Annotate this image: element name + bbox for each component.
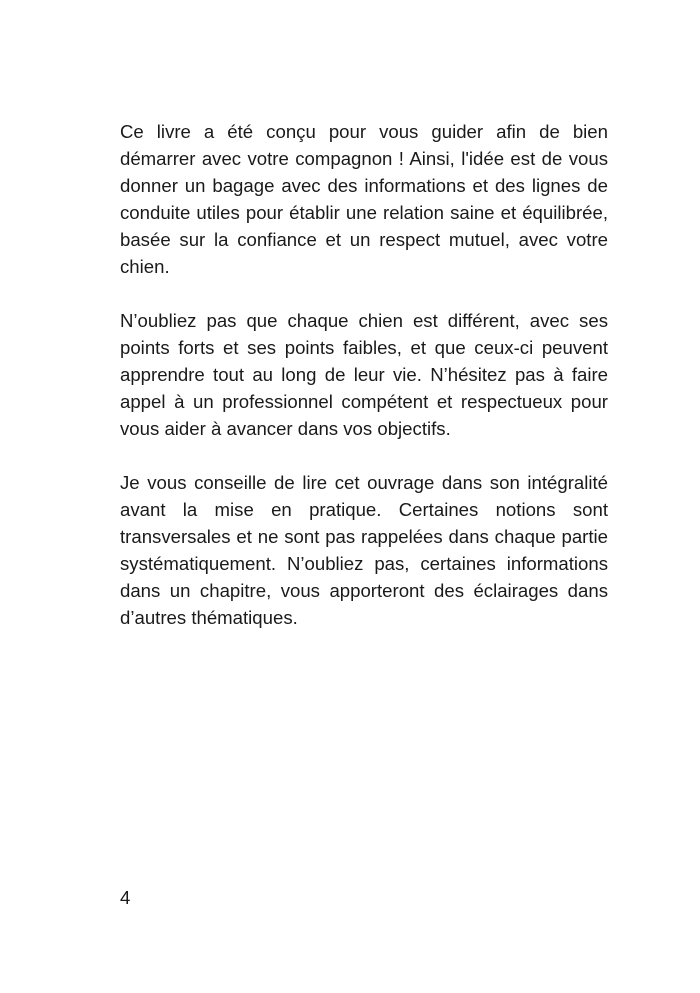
body-text [120,118,608,658]
paragraph-reading-advice: Je vous conseille de lire cet ouvrage dans son intégralité avant la mise en pratique. Certaines notions sont transversales et ne sont pas rappelées dans chaque partie systématiquement. N’oubliez pas, certaines informations dans un chapitre, vous apporteront des éclairages dans d’autres thématiques. [120,472,608,628]
page-number: 4 [120,887,131,908]
paragraph-intro: Ce livre a été conçu pour vous guider afin de bien démarrer avec votre compagnon ! Ainsi, l'idée est de vous donner un bagage avec des informations et des lignes de conduite utiles pour établir une relation saine et équilibrée, basée sur la confiance et un respect mutuel, avec votre chien. [120,121,608,277]
paragraph-dog-differences: N’oubliez pas que chaque chien est différent, avec ses points forts et ses points faibles, et que ceux-ci peuvent apprendre tout au long de leur vie. N’hésitez pas à faire appel à un professionnel compétent et respectueux pour vous aider à avancer dans vos objectifs. [120,310,608,439]
